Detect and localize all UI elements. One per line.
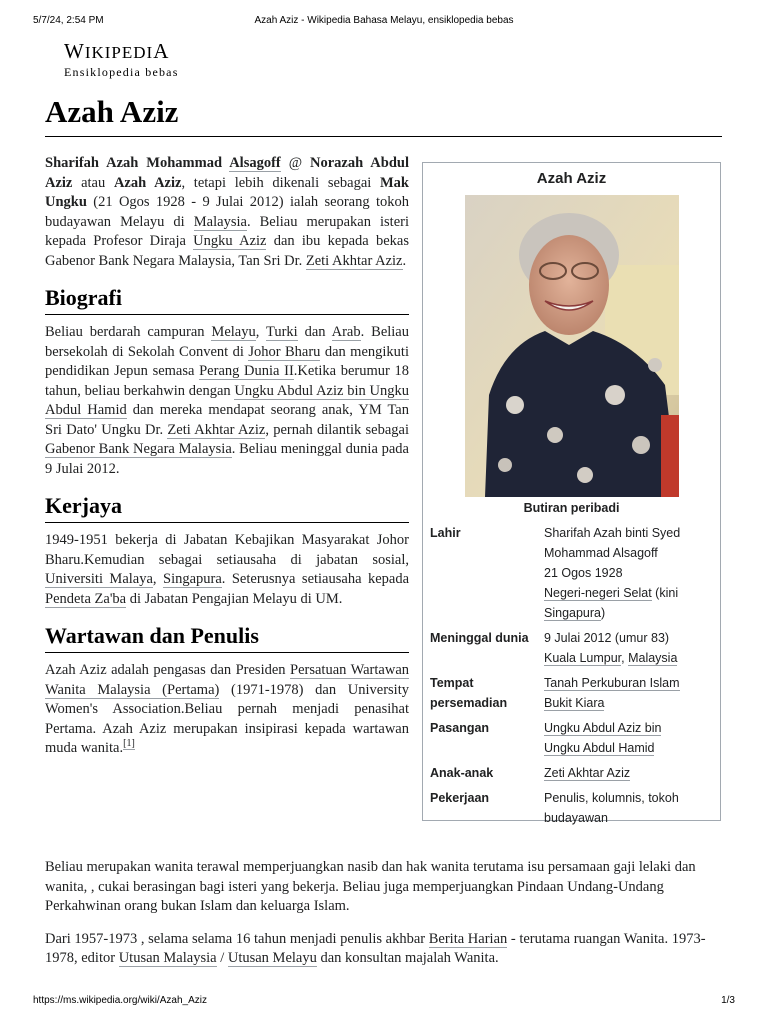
wikipedia-wordmark: WIKIPEDIA [64, 39, 170, 63]
link-zeti-akhtar-aziz[interactable]: Zeti Akhtar Aziz [305, 252, 403, 269]
article-body-full [45, 858, 722, 982]
link-malaysia[interactable]: Malaysia [193, 213, 247, 230]
link-zeti-akhtar-aziz-2[interactable]: Zeti Akhtar Aziz [167, 421, 266, 438]
infobox-row-pekerjaan [430, 788, 716, 828]
link-pasangan-2[interactable]: Ungku Abdul Hamid [544, 741, 655, 755]
link-universiti-malaya[interactable]: Universiti Malaya [45, 571, 153, 587]
infobox-value [544, 763, 716, 783]
wartawan-paragraph: Azah Aziz adalah pengasas dan Presiden Persatuan Wartawan Wanita Malaysia (Pertama) (1971-1978) dan University Women's Association.Beliau pernah menjadi penasihat Pertama. Azah Aziz merupakan insipirasi kepada wartawan muda wanita.[1] [45, 662, 410, 756]
print-title: Azah Aziz - Wikipedia Bahasa Melayu, ensiklopedia bebas [254, 15, 514, 26]
link-melayu[interactable]: Melayu [211, 324, 256, 340]
wikipedia-tagline: Ensiklopedia bebas [64, 65, 179, 79]
link-pendeta-zaba[interactable]: Pendeta Za'ba [45, 590, 127, 607]
infobox-row-tempat [430, 673, 716, 713]
portrait-photo[interactable] [465, 195, 679, 497]
link-arab[interactable]: Arab [331, 324, 361, 340]
infobox-row-pasangan [430, 718, 716, 758]
link-utusan-malaysia[interactable]: Utusan Malaysia [118, 950, 217, 966]
biografi-paragraph: Beliau berdarah campuran Melayu, Turki dan Arab. Beliau bersekolah di Sekolah Convent di Johor Bharu dan mengikuti pendidikan Jepun semasa Perang Dunia II.Ketika berumur 18 tahun, beliau berkahwin dengan Ungku Abdul Aziz bin Ungku Abdul Hamid dan mereka mendapat seorang anak, YM Tan Sri Dato' Ungku Dr. Zeti Akhtar Aziz, pernah dilantik sebagai Gabenor Bank Negara Malaysia. Beliau meninggal dunia pada 9 Julai 2012. [45, 324, 410, 477]
link-turki[interactable]: Turki [265, 324, 298, 340]
infobox-rows [430, 523, 716, 833]
link-malaysia-infobox[interactable]: Malaysia [628, 651, 678, 665]
heading-wartawan: Wartawan dan Penulis [45, 621, 409, 653]
print-footer [0, 995, 768, 1009]
link-johor-bharu[interactable]: Johor Bharu [248, 343, 321, 360]
infobox-label: Pekerjaan [430, 791, 490, 805]
link-alsagoff[interactable]: Alsagoff [229, 155, 281, 171]
infobox-label: Meninggal dunia [430, 631, 529, 645]
infobox-value [544, 673, 716, 713]
infobox-value: Sharifah Azah binti Syed Mohammad Alsagoff 21 Ogos 1928 Negeri-negeri Selat (kini Singapura) [544, 526, 681, 620]
infobox-label: Lahir [430, 526, 461, 540]
link-ungku-abdul-aziz[interactable]: Ungku Abdul Aziz bin Ungku Abdul Hamid [45, 382, 409, 418]
link-kuala-lumpur[interactable]: Kuala Lumpur [544, 651, 622, 665]
infobox [422, 162, 721, 825]
infobox-row-anak [430, 763, 716, 783]
link-gabenor-bnm[interactable]: Gabenor Bank Negara Malaysia [45, 441, 232, 457]
infobox-label: Tempat persemadian [430, 676, 508, 710]
link-singapura[interactable]: Singapura [163, 571, 222, 587]
article-body [45, 154, 409, 771]
link-perang-dunia-ii[interactable]: Perang Dunia II [199, 363, 294, 379]
infobox-row-lahir [430, 523, 716, 623]
wikipedia-logo[interactable] [64, 40, 264, 80]
link-utusan-melayu[interactable]: Utusan Melayu [227, 950, 317, 966]
link-tanah-perkuburan[interactable]: Tanah Perkuburan Islam [544, 676, 680, 690]
link-bukit-kiara[interactable]: Bukit Kiara [544, 696, 605, 710]
link-persatuan-wartawan[interactable]: Persatuan Wartawan Wanita Malaysia (Pertama) [45, 662, 410, 698]
heading-biografi: Biografi [45, 283, 409, 315]
link-zeti-infobox[interactable]: Zeti Akhtar Aziz [544, 766, 631, 780]
reference-1[interactable]: [1] [123, 738, 135, 750]
infobox-label: Pasangan [430, 721, 490, 735]
infobox-section-header: Butiran peribadi [523, 501, 620, 515]
kerjaya-paragraph: 1949-1951 bekerja di Jabatan Kebajikan Masyarakat Johor Bharu.Kemudian sebagai setiausaha di jabatan sosial, Universiti Malaya, Singapura. Seterusnya setiausaha kepada Pendeta Za'ba di Jabatan Pengajian Melayu di UM. [45, 532, 410, 607]
infobox-value: 9 Julai 2012 (umur 83) Kuala Lumpur, Malaysia [544, 631, 678, 665]
infobox-value [544, 718, 716, 758]
print-url: https://ms.wikipedia.org/wiki/Azah_Aziz [33, 995, 207, 1006]
link-negeri-negeri-selat[interactable]: Negeri-negeri Selat [544, 586, 652, 600]
infobox-title: Azah Aziz [536, 170, 607, 187]
heading-kerjaya: Kerjaya [45, 491, 409, 523]
paragraph-akhbar: Dari 1957-1973 , selama selama 16 tahun menjadi penulis akhbar Berita Harian - terutama ruangan Wanita. 1973-1978, editor Utusan Malaysia / Utusan Melayu dan konsultan majalah Wanita. [45, 930, 706, 966]
link-singapura-infobox[interactable]: Singapura [544, 606, 601, 620]
link-berita-harian[interactable]: Berita Harian [428, 930, 508, 947]
link-pasangan-1[interactable]: Ungku Abdul Aziz bin [544, 721, 662, 735]
infobox-value: Penulis, kolumnis, tokoh budayawan [544, 791, 679, 825]
print-page-number: 1/3 [721, 995, 735, 1006]
paragraph-wanita: Beliau merupakan wanita terawal memperjuangkan nasib dan hak wanita terutama isu persamaan gaji lelaki dan wanita, , cukai berasingan bagi isteri yang bekerja. Beliau juga memperjuangkan Pindaan Undang-Undang Perkahwinan orang bukan Islam dan keluarga Islam. [45, 859, 696, 914]
intro-paragraph: Sharifah Azah Mohammad Alsagoff @ Norazah Abdul Aziz atau Azah Aziz, tetapi lebih dikenali sebagai Mak Ungku (21 Ogos 1928 - 9 Julai 2012) ialah seorang tokoh budayawan Melayu di Malaysia. Beliau merupakan isteri kepada Profesor Diraja Ungku Aziz dan ibu kepada bekas Gabenor Bank Negara Malaysia, Tan Sri Dr. Zeti Akhtar Aziz. [45, 155, 409, 269]
page-title: Azah Aziz [45, 92, 722, 137]
print-header [0, 15, 768, 29]
print-datetime: 5/7/24, 2:54 PM [33, 15, 104, 26]
infobox-row-meninggal [430, 628, 716, 668]
link-ungku-aziz[interactable]: Ungku Aziz [193, 233, 267, 249]
infobox-label: Anak-anak [430, 766, 494, 780]
